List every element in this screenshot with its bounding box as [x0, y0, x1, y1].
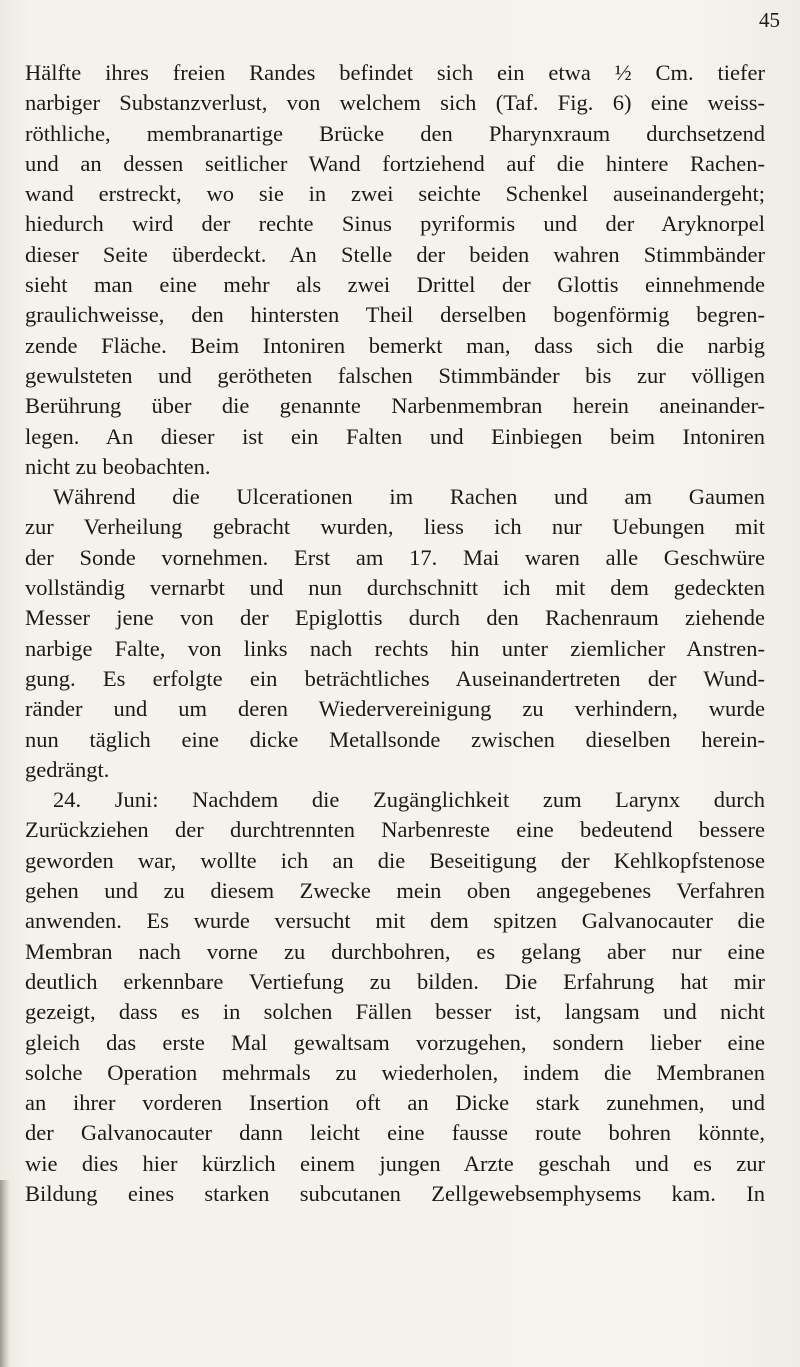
text-line: zur Verheilung gebracht wurden, liess ich nur Uebungen mit: [25, 514, 765, 540]
text-line: Messer jene von der Epiglottis durch den Rachenraum ziehende: [25, 605, 765, 631]
text-line: der Sonde vornehmen. Erst am 17. Mai waren alle Geschwüre: [25, 544, 765, 570]
text-line: narbige Falte, von links nach rechts hin unter ziemlicher Anstren-: [25, 635, 765, 661]
text-line: dieser Seite überdeckt. An Stelle der beiden wahren Stimmbänder: [25, 241, 765, 267]
text-line: der Galvanocauter dann leicht eine fausse route bohren könnte,: [25, 1120, 765, 1146]
text-line: anwenden. Es wurde versucht mit dem spitzen Galvanocauter die: [25, 908, 765, 934]
text-line: 24. Juni: Nachdem die Zugänglichkeit zum Larynx durch: [53, 787, 765, 813]
text-line: Zurückziehen der durchtrennten Narbenreste eine bedeutend bessere: [25, 817, 765, 843]
text-line: Berührung über die genannte Narbenmembran herein aneinander-: [25, 393, 765, 419]
body-text: [25, 58, 765, 1209]
text-line: röthliche, membranartige Brücke den Pharynxraum durchsetzend: [25, 120, 765, 146]
text-line: solche Operation mehrmals zu wiederholen, indem die Membranen: [25, 1059, 765, 1085]
text-line: ränder und um deren Wiedervereinigung zu verhindern, wurde: [25, 696, 765, 722]
text-line: nicht zu beobachten.: [25, 453, 211, 479]
text-line: zende Fläche. Beim Intoniren bemerkt man, dass sich die narbig: [25, 332, 765, 358]
text-line: nun täglich eine dicke Metallsonde zwischen dieselben herein-: [25, 726, 765, 752]
text-line: legen. An dieser ist ein Falten und Einbiegen beim Intoniren: [25, 423, 765, 449]
text-line: deutlich erkennbare Vertiefung zu bilden. Die Erfahrung hat mir: [25, 968, 765, 994]
text-line: gezeigt, dass es in solchen Fällen besser ist, langsam und nicht: [25, 999, 765, 1025]
page-gutter-shadow: [0, 1180, 10, 1367]
text-line: sieht man eine mehr als zwei Drittel der Glottis einnehmende: [25, 272, 765, 298]
text-line: wand erstreckt, wo sie in zwei seichte Schenkel auseinandergeht;: [25, 181, 765, 207]
text-line: Hälfte ihres freien Randes befindet sich ein etwa ½ Cm. tiefer: [25, 60, 765, 85]
text-line: gung. Es erfolgte ein beträchtliches Auseinandertreten der Wund-: [25, 665, 765, 691]
page-number: 45: [759, 8, 780, 32]
text-line: gleich das erste Mal gewaltsam vorzugehen, sondern lieber eine: [25, 1029, 765, 1055]
text-line: Membran nach vorne zu durchbohren, es gelang aber nur eine: [25, 938, 765, 964]
text-line: graulichweisse, den hintersten Theil derselben bogenförmig begren-: [25, 302, 765, 328]
text-line: gehen und zu diesem Zwecke mein oben angegebenes Verfahren: [25, 878, 765, 904]
text-line: narbiger Substanzverlust, von welchem sich (Taf. Fig. 6) eine weiss-: [25, 90, 765, 116]
text-line: und an dessen seitlicher Wand fortziehend auf die hintere Rachen-: [25, 150, 765, 176]
text-line: gewulsteten und gerötheten falschen Stimmbänder bis zur völligen: [25, 362, 765, 388]
text-line: gedrängt.: [25, 756, 110, 782]
text-line: wie dies hier kürzlich einem jungen Arzte geschah und es zur: [25, 1150, 765, 1176]
text-line: geworden war, wollte ich an die Beseitigung der Kehlkopfstenose: [25, 847, 765, 873]
text-line: hiedurch wird der rechte Sinus pyriformis und der Aryknorpel: [25, 211, 765, 237]
text-line: Bildung eines starken subcutanen Zellgewebsemphysems kam. In: [25, 1180, 765, 1206]
text-line: vollständig vernarbt und nun durchschnitt ich mit dem gedeckten: [25, 575, 765, 601]
text-line: Während die Ulcerationen im Rachen und am Gaumen: [53, 484, 765, 510]
text-line: an ihrer vorderen Insertion oft an Dicke stark zunehmen, und: [25, 1090, 765, 1116]
